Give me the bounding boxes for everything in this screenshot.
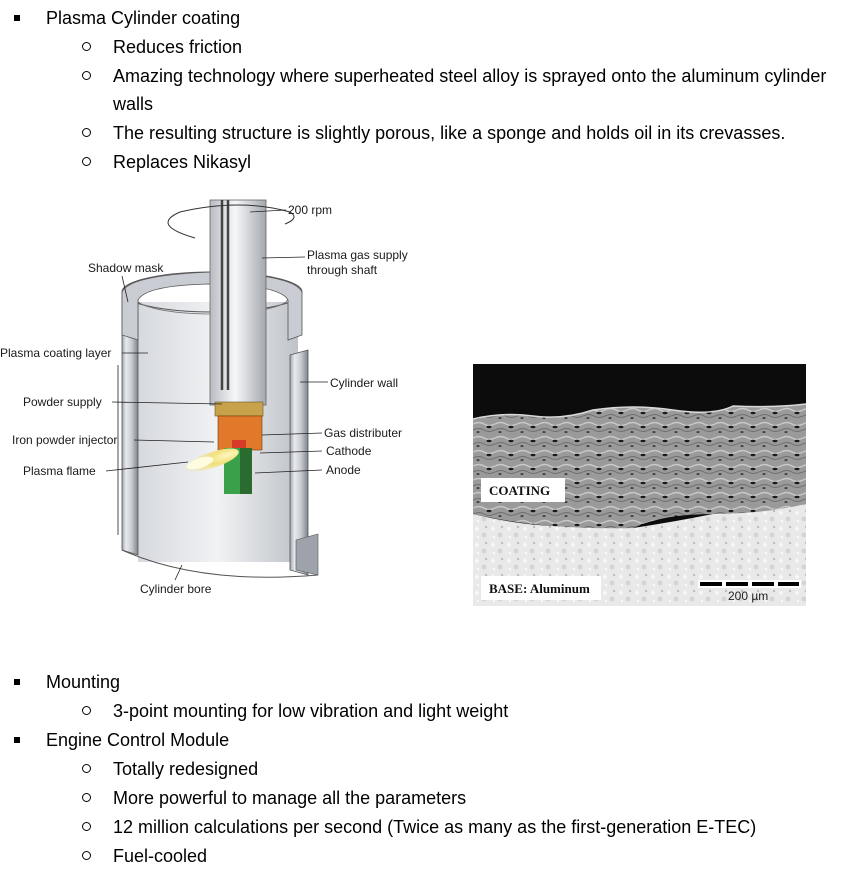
label-gas-supply-2: through shaft (307, 263, 378, 277)
torch-anode-dark (240, 448, 252, 494)
list-item: More powerful to manage all the parameters (113, 788, 467, 808)
label-iron-powder-injector: Iron powder injector (12, 433, 118, 447)
cylinder-wall-right-lower (296, 534, 318, 575)
label-gas-supply-1: Plasma gas supply (307, 248, 408, 262)
bullet-circle (82, 128, 91, 137)
section-title-ecm: Engine Control Module (46, 730, 230, 750)
base-label: BASE: Aluminum (489, 581, 590, 596)
bullet-circle (82, 706, 91, 715)
coating-region (473, 404, 806, 528)
label-cylinder-wall: Cylinder wall (330, 376, 399, 390)
bullet-circle (82, 851, 91, 860)
list-item: Reduces friction (113, 37, 243, 57)
label-plasma-flame: Plasma flame (23, 464, 96, 478)
bullet-circle (82, 822, 91, 831)
bullet-circle (82, 71, 91, 80)
bullet-circle (82, 42, 91, 51)
scale-label: 200 µm (728, 589, 769, 603)
list-item: Fuel-cooled (113, 846, 208, 866)
label-shadow-mask: Shadow mask (88, 261, 164, 275)
list-item: 12 million calculations per second (Twice as many as the first-generation E-TEC) (113, 817, 757, 837)
bullet-square (14, 15, 20, 21)
list-item: The resulting structure is slightly porous, like a sponge and holds oil in its crevasses. (113, 123, 786, 143)
plasma-coating-diagram (0, 190, 430, 610)
bullet-square (14, 737, 20, 743)
section-title-mounting: Mounting (46, 672, 121, 692)
scale-bar (698, 580, 801, 588)
list-item: 3-point mounting for low vibration and light weight (113, 701, 509, 721)
bullet-circle (82, 764, 91, 773)
section-title-plasma: Plasma Cylinder coating (46, 8, 241, 28)
bullet-circle (82, 793, 91, 802)
shaft (210, 200, 266, 405)
label-anode: Anode (326, 463, 361, 477)
bullet-square (14, 679, 20, 685)
label-cylinder-bore: Cylinder bore (140, 582, 212, 596)
coating-micrograph (473, 364, 806, 606)
list-item: Replaces Nikasyl (113, 152, 252, 172)
label-rpm: 200 rpm (288, 203, 333, 217)
torch-gold-ring (215, 402, 263, 416)
label-powder-supply: Powder supply (23, 395, 102, 409)
list-item-continuation: walls (113, 94, 154, 114)
label-coating-layer: Plasma coating layer (0, 346, 112, 360)
bullet-circle (82, 157, 91, 166)
coating-label: COATING (489, 483, 551, 498)
list-item: Amazing technology where superheated steel alloy is sprayed onto the aluminum cylinder (113, 66, 827, 86)
label-cathode: Cathode (326, 444, 372, 458)
label-gas-distributer: Gas distributer (324, 426, 403, 440)
list-item: Totally redesigned (113, 759, 259, 779)
